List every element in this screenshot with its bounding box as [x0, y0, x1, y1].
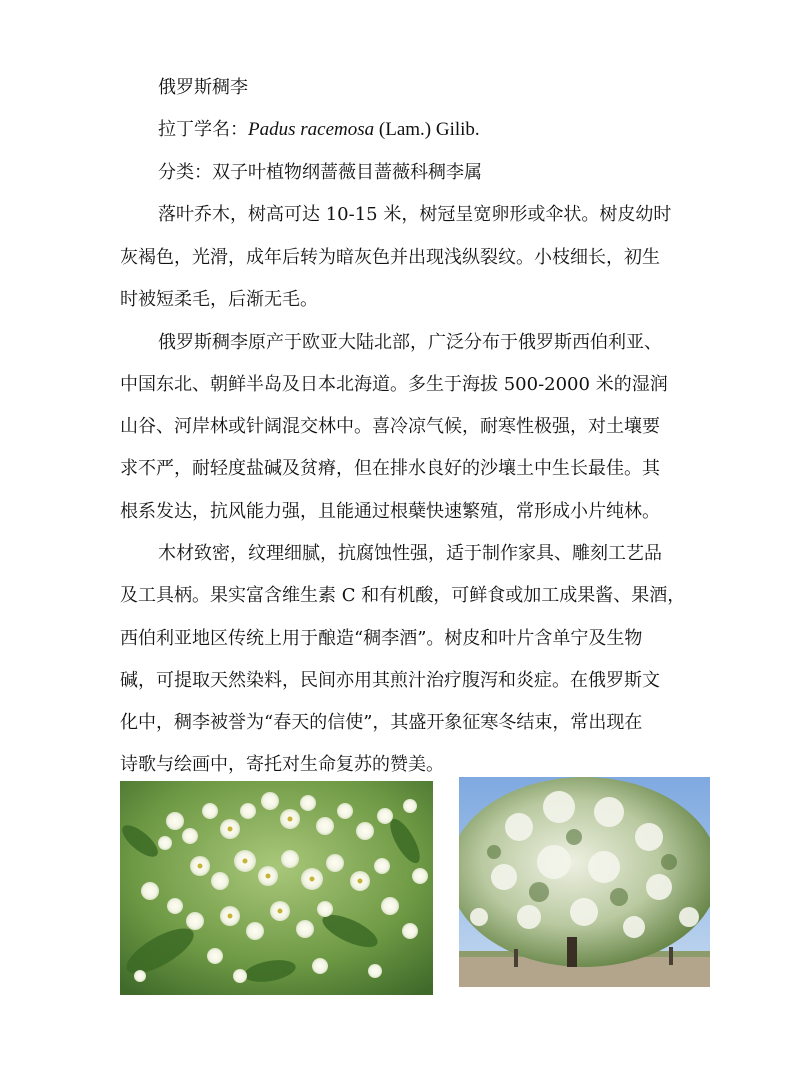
paragraph-line: 时被短柔毛，后渐无毛。 [120, 289, 318, 310]
tree-photo-graphic [459, 777, 710, 987]
paragraph-line: 根系发达，抗风能力强，且能通过根蘖快速繁殖，常形成小片纯林。 [120, 501, 660, 522]
classification-line: 分类：双子叶植物纲蔷薇目蔷薇科稠李属 [158, 162, 482, 183]
blossom-photo-graphic [120, 781, 433, 995]
latin-binomial: Padus racemosa [248, 119, 375, 140]
paragraph-line: 及工具柄。果实富含维生素 C 和有机酸，可鲜食或加工成果酱、果酒， [120, 585, 686, 606]
paragraph-line: 落叶乔木，树高可达 10-15 米，树冠呈宽卵形或伞状。树皮幼时 [158, 204, 672, 225]
paragraph-line: 诗歌与绘画中，寄托对生命复苏的赞美。 [120, 754, 444, 775]
paragraph-line: 山谷、河岸林或针阔混交林中。喜冷凉气候，耐寒性极强，对土壤要 [120, 416, 660, 437]
bird-cherry-tree-photo [459, 777, 710, 987]
paragraph-line: 俄罗斯稠李原产于欧亚大陆北部，广泛分布于俄罗斯西伯利亚、 [158, 332, 662, 353]
paragraph-line: 碱，可提取天然染料，民间亦用其煎汁治疗腹泻和炎症。在俄罗斯文 [120, 670, 660, 691]
paragraph-line: 灰褐色，光滑，成年后转为暗灰色并出现浅纵裂纹。小枝细长，初生 [120, 247, 660, 268]
paragraph-line: 木材致密，纹理细腻，抗腐蚀性强，适于制作家具、雕刻工艺品 [158, 543, 662, 564]
bird-cherry-blossom-photo [120, 781, 433, 995]
latin-name-line [158, 112, 720, 148]
document-title: 俄罗斯稠李 [158, 77, 248, 98]
paragraph-line: 中国东北、朝鲜半岛及日本北海道。多生于海拔 500-2000 米的湿润 [120, 374, 668, 395]
latin-authority: (Lam.) Gilib. [378, 119, 480, 140]
paragraph-line: 西伯利亚地区传统上用于酿造“稠李酒”。树皮和叶片含单宁及生物 [120, 628, 643, 649]
paragraph-line: 化中，稠李被誉为“春天的信使”，其盛开象征寒冬结束，常出现在 [120, 712, 643, 733]
paragraph-line: 求不严，耐轻度盐碱及贫瘠，但在排水良好的沙壤土中生长最佳。其 [120, 458, 660, 479]
latin-name-label: 拉丁学名： [158, 119, 248, 140]
